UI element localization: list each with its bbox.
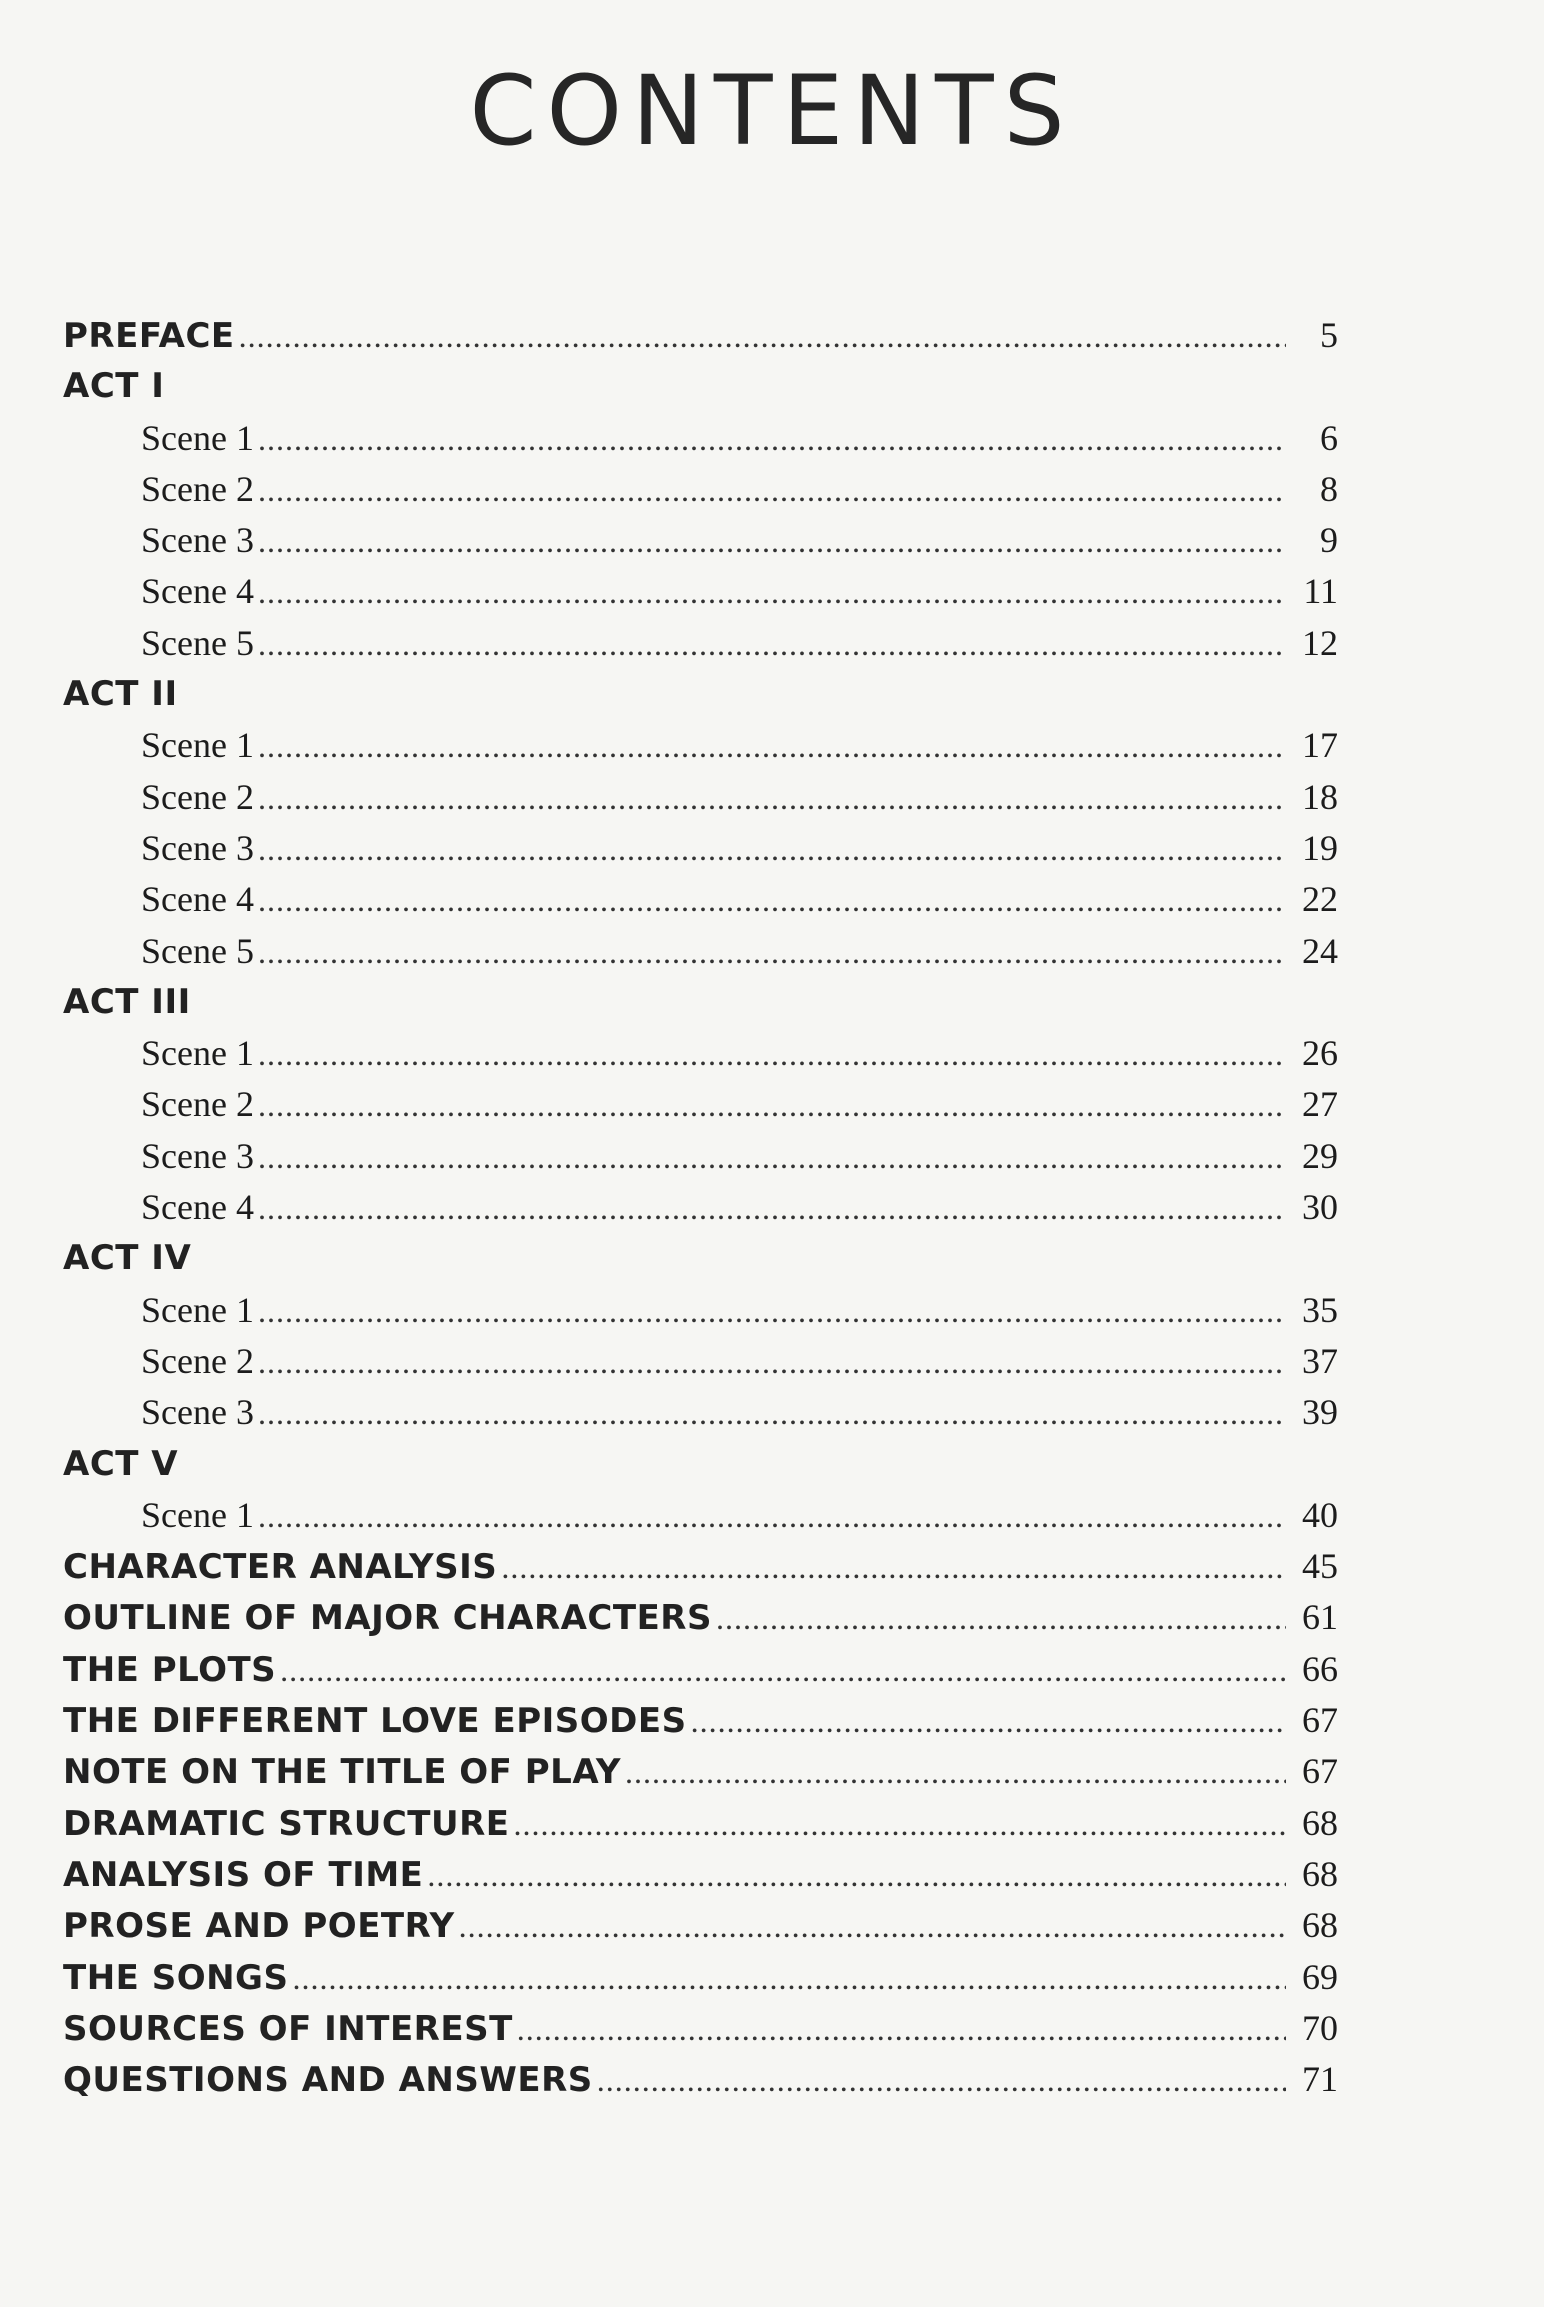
toc-page-number: 68 [1302,1802,1338,1843]
dot-leader [501,1542,1286,1593]
dot-leader [258,1286,1286,1337]
toc-scene-entry [63,1182,1338,1233]
toc-scene-entry [63,874,1338,925]
toc-page-number: 24 [1302,930,1338,971]
toc-page-number: 37 [1302,1340,1338,1381]
dot-leader [427,1850,1286,1901]
dot-leader [258,414,1286,465]
toc-page-number: 71 [1302,2059,1338,2100]
toc-page-number: 45 [1302,1546,1338,1587]
toc-scene-entry [63,1079,1338,1130]
table-of-contents [63,310,1338,2105]
toc-scene-entry [63,464,1338,515]
toc-entry-label: Scene 4 [141,571,254,612]
toc-page-number: 12 [1302,622,1338,663]
toc-entry-label: ANALYSIS OF TIME [63,1854,424,1895]
toc-entry-label: Scene 2 [141,468,254,509]
toc-scene-entry [63,1387,1338,1438]
dot-leader [716,1593,1286,1644]
toc-entry-label: ACT III [63,981,191,1022]
dot-leader [258,773,1286,824]
toc-page-number: 6 [1320,417,1338,458]
toc-page-number: 30 [1302,1187,1338,1228]
toc-entry-label: CHARACTER ANALYSIS [63,1547,498,1588]
toc-scene-entry [63,1285,1338,1336]
dot-leader [258,465,1286,516]
toc-scene-entry [63,720,1338,771]
toc-page-number: 68 [1302,1853,1338,1894]
toc-entry-label: Scene 1 [141,1494,254,1535]
toc-entry-label: SOURCES OF INTEREST [63,2008,513,2049]
toc-heading-entry [63,1695,1338,1746]
dot-leader [280,1645,1286,1696]
dot-leader [258,927,1286,978]
toc-scene-entry [63,1490,1338,1541]
toc-scene-entry [63,413,1338,464]
dot-leader [258,1337,1286,1388]
toc-entry-label: Scene 3 [141,1392,254,1433]
dot-leader [292,1953,1286,2004]
toc-page-number: 67 [1302,1751,1338,1792]
toc-entry-label: PROSE AND POETRY [63,1906,455,1947]
toc-entry-label: Scene 1 [141,1289,254,1330]
toc-page-number: 39 [1302,1392,1338,1433]
toc-entry-label: Scene 2 [141,1084,254,1125]
toc-entry-label: OUTLINE OF MAJOR CHARACTERS [63,1598,712,1639]
dot-leader [258,1132,1286,1183]
toc-page-number: 26 [1302,1033,1338,1074]
toc-entry-label: QUESTIONS AND ANSWERS [63,2060,593,2101]
toc-page-number: 8 [1320,468,1338,509]
toc-entry-label: Scene 2 [141,776,254,817]
toc-heading-entry [63,1746,1338,1797]
toc-heading-entry [63,1900,1338,1951]
toc-entry-label: ACT II [63,674,178,715]
dot-leader [625,1747,1286,1798]
toc-page-number: 29 [1302,1135,1338,1176]
toc-entry-label: Scene 1 [141,1033,254,1074]
toc-page-number: 11 [1303,571,1338,612]
toc-entry-label: Scene 3 [141,520,254,561]
dot-leader [597,2055,1286,2106]
toc-heading-entry [63,2003,1338,2054]
toc-scene-entry [63,823,1338,874]
toc-entry-label: Scene 4 [141,1187,254,1228]
dot-leader [517,2004,1286,2055]
toc-page-number: 70 [1302,2007,1338,2048]
toc-page-number: 22 [1302,879,1338,920]
toc-page-number: 35 [1302,1289,1338,1330]
dot-leader [258,1029,1286,1080]
toc-entry-label: NOTE ON THE TITLE OF PLAY [63,1752,622,1793]
dot-leader [258,875,1286,926]
toc-page-number: 61 [1302,1597,1338,1638]
dot-leader [691,1696,1286,1747]
toc-heading-entry [63,669,1338,720]
toc-scene-entry [63,1131,1338,1182]
dot-leader [459,1901,1286,1952]
toc-page-number: 19 [1302,827,1338,868]
toc-entry-label: Scene 2 [141,1340,254,1381]
toc-scene-entry [63,1028,1338,1079]
toc-entry-label: ACT I [63,366,165,407]
toc-scene-entry [63,926,1338,977]
dot-leader [239,311,1286,362]
toc-heading-entry [63,1849,1338,1900]
dot-leader [258,516,1286,567]
dot-leader [258,1080,1286,1131]
toc-entry-label: ACT IV [63,1238,192,1279]
toc-scene-entry [63,566,1338,617]
dot-leader [258,567,1286,618]
toc-heading-entry [63,1592,1338,1643]
toc-entry-label: Scene 1 [141,417,254,458]
toc-entry-label: ACT V [63,1443,179,1484]
toc-scene-entry [63,1336,1338,1387]
dot-leader [258,619,1286,670]
toc-page-number: 40 [1302,1494,1338,1535]
toc-heading-entry [63,1952,1338,2003]
toc-entry-label: Scene 1 [141,725,254,766]
toc-page-number: 18 [1302,776,1338,817]
toc-entry-label: THE SONGS [63,1957,289,1998]
toc-heading-entry [63,1798,1338,1849]
dot-leader [258,1491,1286,1542]
toc-entry-label: Scene 3 [141,1135,254,1176]
toc-entry-label: Scene 5 [141,622,254,663]
toc-heading-entry [63,1541,1338,1592]
toc-scene-entry [63,515,1338,566]
toc-heading-entry [63,2054,1338,2105]
toc-entry-label: Scene 4 [141,879,254,920]
dot-leader [513,1799,1286,1850]
toc-entry-label: THE PLOTS [63,1649,277,1690]
toc-page-number: 66 [1302,1648,1338,1689]
toc-page-number: 17 [1302,725,1338,766]
toc-heading-entry [63,310,1338,361]
toc-page-number: 5 [1320,315,1338,355]
toc-heading-entry [63,1439,1338,1490]
toc-heading-entry [63,1233,1338,1284]
toc-page-number: 9 [1320,520,1338,561]
toc-heading-entry [63,977,1338,1028]
page-title: CONTENTS [469,55,1075,167]
toc-entry-label: PREFACE [63,316,235,356]
toc-entry-label: DRAMATIC STRUCTURE [63,1803,510,1844]
toc-heading-entry [63,1644,1338,1695]
toc-entry-label: Scene 3 [141,827,254,868]
toc-scene-entry [63,618,1338,669]
toc-entry-label: Scene 5 [141,930,254,971]
dot-leader [258,1388,1286,1439]
toc-page-number: 67 [1302,1700,1338,1741]
toc-scene-entry [63,772,1338,823]
toc-heading-entry [63,361,1338,412]
toc-page-number: 27 [1302,1084,1338,1125]
toc-page-number: 69 [1302,1956,1338,1997]
dot-leader [258,824,1286,875]
toc-entry-label: THE DIFFERENT LOVE EPISODES [63,1701,687,1742]
dot-leader [258,1183,1286,1234]
dot-leader [258,721,1286,772]
toc-page-number: 68 [1302,1905,1338,1946]
